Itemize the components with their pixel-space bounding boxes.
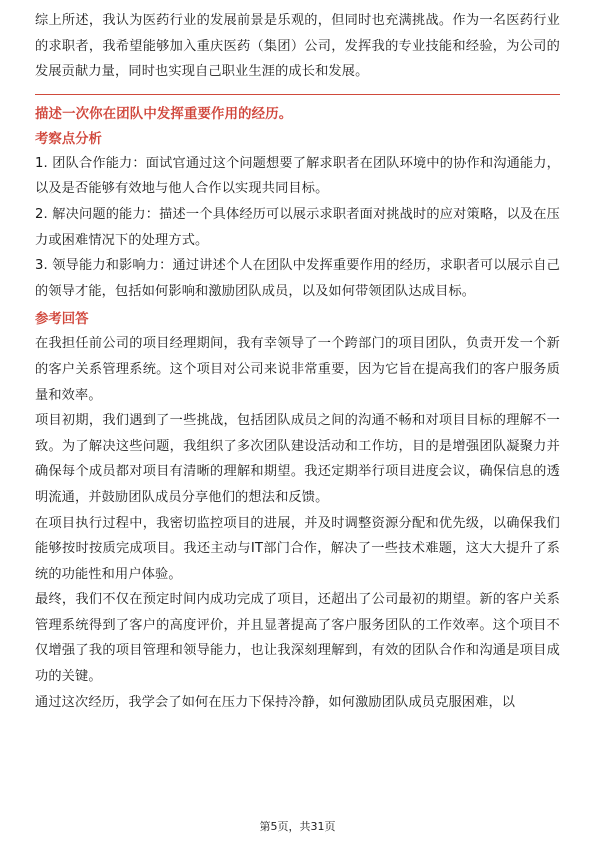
intro-paragraph: 综上所述，我认为医药行业的发展前景是乐观的，但同时也充满挑战。作为一名医药行业的求职者，我希望能够加入重庆医药（集团）公司，发挥我的专业技能和经验，为公司的发展贡献力量，同时也实现自己职业生涯的成长和发展。 <box>35 13 560 80</box>
page-number-footer: 第5页，共31页 <box>259 820 336 833</box>
answer-paragraph-3: 在项目执行过程中，我密切监控项目的进展，并及时调整资源分配和优先级，以确保我们能够按时按质完成项目。我还主动与IT部门合作，解决了一些技术难题，这大大提升了系统的功能性和用户体验。 <box>35 515 560 582</box>
analysis-point-2: 2. 解决问题的能力：描述一个具体经历可以展示求职者面对挑战时的应对策略，以及在压力或困难情况下的处理方式。 <box>35 206 560 248</box>
question-title: 描述一次你在团队中发挥重要作用的经历。 <box>35 106 293 122</box>
answer-heading: 参考回答 <box>35 312 89 328</box>
analysis-heading: 考察点分析 <box>35 131 102 147</box>
answer-paragraph-1: 在我担任前公司的项目经理期间，我有幸领导了一个跨部门的项目团队，负责开发一个新的客户关系管理系统。这个项目对公司来说非常重要，因为它旨在提高我们的客户服务质量和效率。 <box>35 336 560 403</box>
analysis-point-1: 1. 团队合作能力：面试官通过这个问题想要了解求职者在团队环境中的协作和沟通能力，以及是否能够有效地与他人合作以实现共同目标。 <box>35 155 560 197</box>
analysis-point-3: 3. 领导能力和影响力：通过讲述个人在团队中发挥重要作用的经历，求职者可以展示自己的领导才能，包括如何影响和激励团队成员，以及如何带领团队达成目标。 <box>35 258 560 299</box>
answer-paragraph-4: 最终，我们不仅在预定时间内成功完成了项目，还超出了公司最初的期望。新的客户关系管理系统得到了客户的高度评价，并且显著提高了客户服务团队的工作效率。这个项目不仅增强了我的项目管理和领导能力，也让我深刻理解到，有效的团队合作和沟通是项目成功的关键。 <box>35 592 560 685</box>
section-divider <box>35 94 560 95</box>
answer-paragraph-5: 通过这次经历，我学会了如何在压力下保持冷静，如何激励团队成员克服困难，以 <box>35 694 516 710</box>
answer-paragraph-2: 项目初期，我们遇到了一些挑战，包括团队成员之间的沟通不畅和对项目目标的理解不一致。为了解决这些问题，我组织了多次团队建设活动和工作坊，目的是增强团队凝聚力并确保每个成员都对项目有清晰的理解和期望。我还定期举行项目进度会议，确保信息的透明流通，并鼓励团队成员分享他们的想法和反馈。 <box>35 413 560 505</box>
